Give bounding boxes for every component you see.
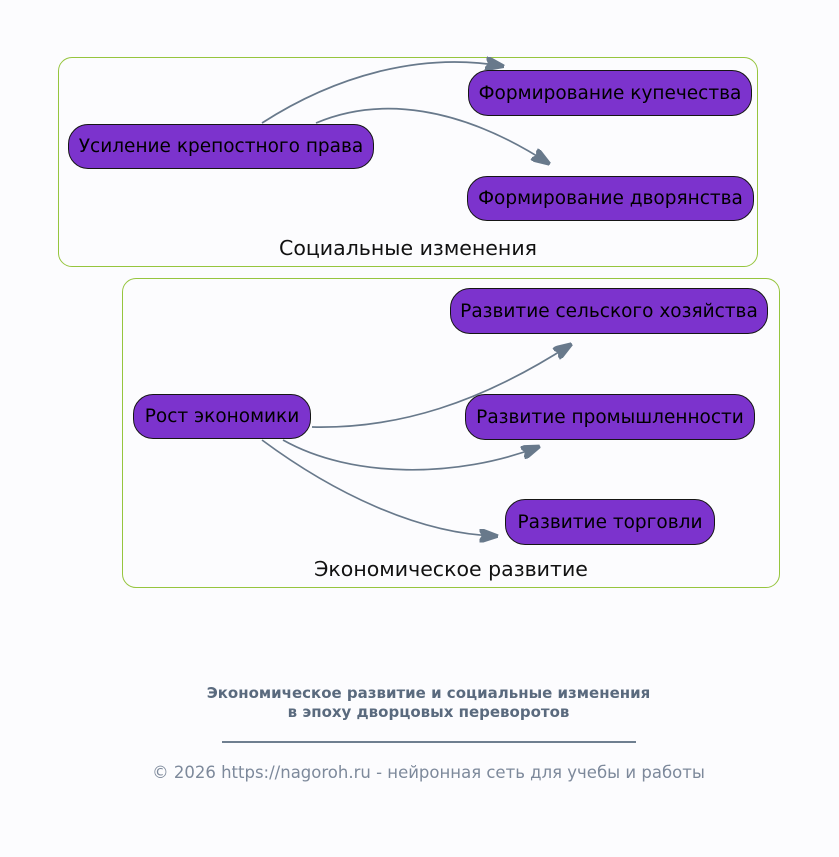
caption-copyright: © 2026 https://nagoroh.ru - нейронная сеть для учебы и работы — [152, 762, 705, 782]
node-serfdom-strengthening: Усиление крепостного права — [68, 124, 374, 169]
caption-divider — [222, 741, 636, 743]
node-trade-development: Развитие торговли — [505, 499, 715, 545]
node-economic-growth: Рост экономики — [133, 394, 311, 439]
cluster-economic-development-label: Экономическое развитие — [314, 557, 588, 581]
node-industry-development: Развитие промышленности — [465, 394, 755, 440]
caption-block — [18, 684, 839, 782]
caption-title — [18, 684, 839, 722]
node-nobility-formation: Формирование дворянства — [467, 176, 754, 221]
node-agriculture-development: Развитие сельского хозяйства — [450, 288, 768, 334]
caption-title-line1: Экономическое развитие и социальные изменения — [206, 684, 651, 702]
cluster-social-changes-label: Социальные изменения — [279, 236, 537, 260]
caption-title-line2: в эпоху дворцовых переворотов — [287, 703, 570, 721]
node-merchantry-formation: Формирование купечества — [468, 70, 752, 116]
